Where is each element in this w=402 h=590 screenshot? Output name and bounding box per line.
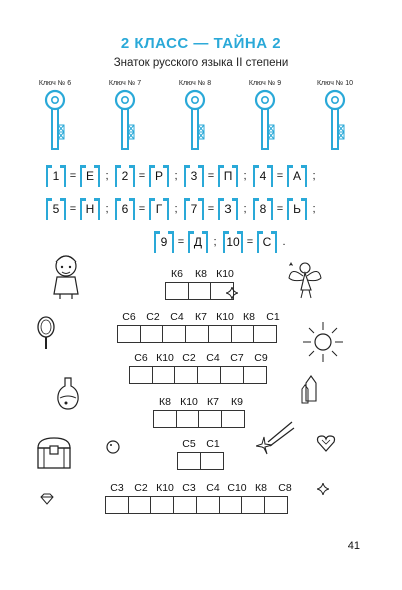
puzzle-code-label: С2 (134, 482, 148, 494)
puzzle-code-label: С2 (182, 352, 196, 364)
equals-sign: = (276, 203, 284, 215)
equals-sign: = (177, 236, 185, 248)
key-icon (252, 89, 278, 151)
page-title: 2 КЛАСС — ТАЙНА 2 (120, 35, 282, 52)
puzzle-code-label: С4 (206, 482, 220, 494)
puzzle-code-label: С10 (227, 482, 247, 494)
answer-box[interactable] (219, 496, 243, 514)
answer-box[interactable] (173, 496, 197, 514)
key-label: Ключ № 9 (248, 80, 282, 87)
coin-icon (106, 440, 120, 454)
sun-icon (301, 320, 345, 364)
key-icon (322, 89, 348, 151)
code-letter: Е (80, 165, 100, 187)
answer-box[interactable] (128, 496, 152, 514)
code-letter: Р (149, 165, 169, 187)
answer-box[interactable] (117, 325, 141, 343)
code-number: 10 (223, 231, 243, 253)
separator: ; (243, 203, 247, 215)
separator: ; (174, 203, 178, 215)
puzzle-code-label: С8 (278, 482, 292, 494)
puzzle-labels (177, 438, 225, 452)
answer-boxes (177, 452, 225, 470)
answer-boxes (129, 366, 273, 384)
answer-box[interactable] (188, 282, 212, 300)
puzzle-labels (165, 268, 237, 282)
code-letter: С (257, 231, 277, 253)
puzzle-code-label: К8 (159, 396, 171, 408)
answer-box[interactable] (231, 325, 255, 343)
pirate-icon (48, 250, 84, 300)
puzzle-code-label: К8 (243, 311, 255, 323)
puzzle-code-label: К8 (195, 268, 207, 280)
puzzle-labels (129, 352, 273, 366)
puzzle-code-label: К8 (255, 482, 267, 494)
code-number: 9 (154, 231, 174, 253)
code-letter: Д (188, 231, 208, 253)
code-number: 4 (253, 165, 273, 187)
diamond-icon (40, 493, 54, 505)
answer-box[interactable] (220, 366, 244, 384)
separator: ; (174, 170, 178, 182)
answer-box[interactable] (176, 410, 200, 428)
code-row-2 (0, 198, 402, 222)
separator: . (282, 236, 286, 248)
answer-box[interactable] (174, 366, 198, 384)
code-letter: А (287, 165, 307, 187)
equals-sign: = (138, 203, 146, 215)
answer-box[interactable] (185, 325, 209, 343)
puzzle-code-label: С9 (254, 352, 268, 364)
code-number: 6 (115, 198, 135, 220)
answer-box[interactable] (105, 496, 129, 514)
code-number: 5 (46, 198, 66, 220)
answer-box[interactable] (150, 496, 174, 514)
answer-box[interactable] (177, 452, 201, 470)
puzzle-code-label: С6 (122, 311, 136, 323)
puzzle-code-label: С1 (206, 438, 220, 450)
equals-sign: = (246, 236, 254, 248)
puzzle-code-label: К9 (231, 396, 243, 408)
answer-box[interactable] (165, 282, 189, 300)
key-3 (170, 80, 220, 151)
separator: ; (312, 170, 316, 182)
code-row-1 (0, 165, 402, 189)
equals-sign: = (69, 170, 77, 182)
key-1 (30, 80, 80, 151)
puzzle-code-label: С5 (182, 438, 196, 450)
key-2 (100, 80, 150, 151)
mirror-icon (36, 316, 56, 350)
equals-sign: = (138, 170, 146, 182)
heart-gem-icon (316, 434, 336, 452)
shooting-star-icon (256, 420, 296, 456)
page-subtitle: Знаток русского языка II степени (113, 57, 289, 69)
answer-box[interactable] (153, 410, 177, 428)
puzzle-labels (105, 482, 297, 496)
puzzle-code-label: С7 (230, 352, 244, 364)
equals-sign: = (207, 203, 215, 215)
answer-box[interactable] (264, 496, 288, 514)
puzzle-code-label: С6 (134, 352, 148, 364)
puzzle-labels (153, 396, 249, 410)
puzzle-code-label: К10 (156, 352, 174, 364)
key-icon (112, 89, 138, 151)
puzzle-code-label: К7 (195, 311, 207, 323)
separator: ; (105, 170, 109, 182)
puzzle-code-label: К10 (180, 396, 198, 408)
puzzle-code-label: К10 (156, 482, 174, 494)
separator: ; (213, 236, 217, 248)
code-number: 8 (253, 198, 273, 220)
potion-icon (56, 376, 80, 410)
puzzle-labels (117, 311, 285, 325)
key-icon (182, 89, 208, 151)
answer-boxes (105, 496, 297, 514)
answer-box[interactable] (162, 325, 186, 343)
puzzle-code-label: К6 (171, 268, 183, 280)
code-letter: Ь (287, 198, 307, 220)
puzzle-code-label: С3 (110, 482, 124, 494)
answer-box[interactable] (241, 496, 265, 514)
answer-box[interactable] (221, 410, 245, 428)
key-icon (42, 89, 68, 151)
puzzle-code-label: С4 (170, 311, 184, 323)
answer-box[interactable] (208, 325, 232, 343)
puzzle-code-label: С4 (206, 352, 220, 364)
star-icon (317, 483, 329, 495)
key-label: Ключ № 8 (178, 80, 212, 87)
fairy-icon (283, 258, 323, 300)
code-letter: З (218, 198, 238, 220)
code-letter: Г (149, 198, 169, 220)
answer-box[interactable] (198, 410, 222, 428)
separator: ; (105, 203, 109, 215)
answer-box[interactable] (140, 325, 164, 343)
puzzle-code-label: К7 (207, 396, 219, 408)
answer-box[interactable] (196, 496, 220, 514)
code-number: 3 (184, 165, 204, 187)
answer-boxes (153, 410, 249, 428)
puzzle-code-label: С1 (266, 311, 280, 323)
answer-box[interactable] (200, 452, 224, 470)
treasure-chest-icon (34, 432, 74, 472)
code-number: 2 (115, 165, 135, 187)
answer-box[interactable] (197, 366, 221, 384)
sparkle-icon (226, 287, 238, 299)
puzzle-code-label: К10 (216, 268, 234, 280)
code-letter: Н (80, 198, 100, 220)
key-5 (310, 80, 360, 151)
code-letter: П (218, 165, 238, 187)
key-4 (240, 80, 290, 151)
equals-sign: = (207, 170, 215, 182)
key-label: Ключ № 7 (108, 80, 142, 87)
keys-row (30, 80, 375, 160)
answer-box[interactable] (253, 325, 277, 343)
answer-box[interactable] (152, 366, 176, 384)
answer-box[interactable] (129, 366, 153, 384)
crystal-icon (300, 375, 322, 405)
code-number: 7 (184, 198, 204, 220)
page-number: 41 (347, 540, 360, 552)
puzzle-code-label: К10 (216, 311, 234, 323)
key-label: Ключ № 6 (38, 80, 72, 87)
equals-sign: = (276, 170, 284, 182)
answer-box[interactable] (243, 366, 267, 384)
separator: ; (243, 170, 247, 182)
code-number: 1 (46, 165, 66, 187)
answer-boxes (117, 325, 285, 343)
equals-sign: = (69, 203, 77, 215)
puzzle-code-label: С3 (182, 482, 196, 494)
separator: ; (312, 203, 316, 215)
puzzle-code-label: С2 (146, 311, 160, 323)
key-label: Ключ № 10 (316, 80, 354, 87)
